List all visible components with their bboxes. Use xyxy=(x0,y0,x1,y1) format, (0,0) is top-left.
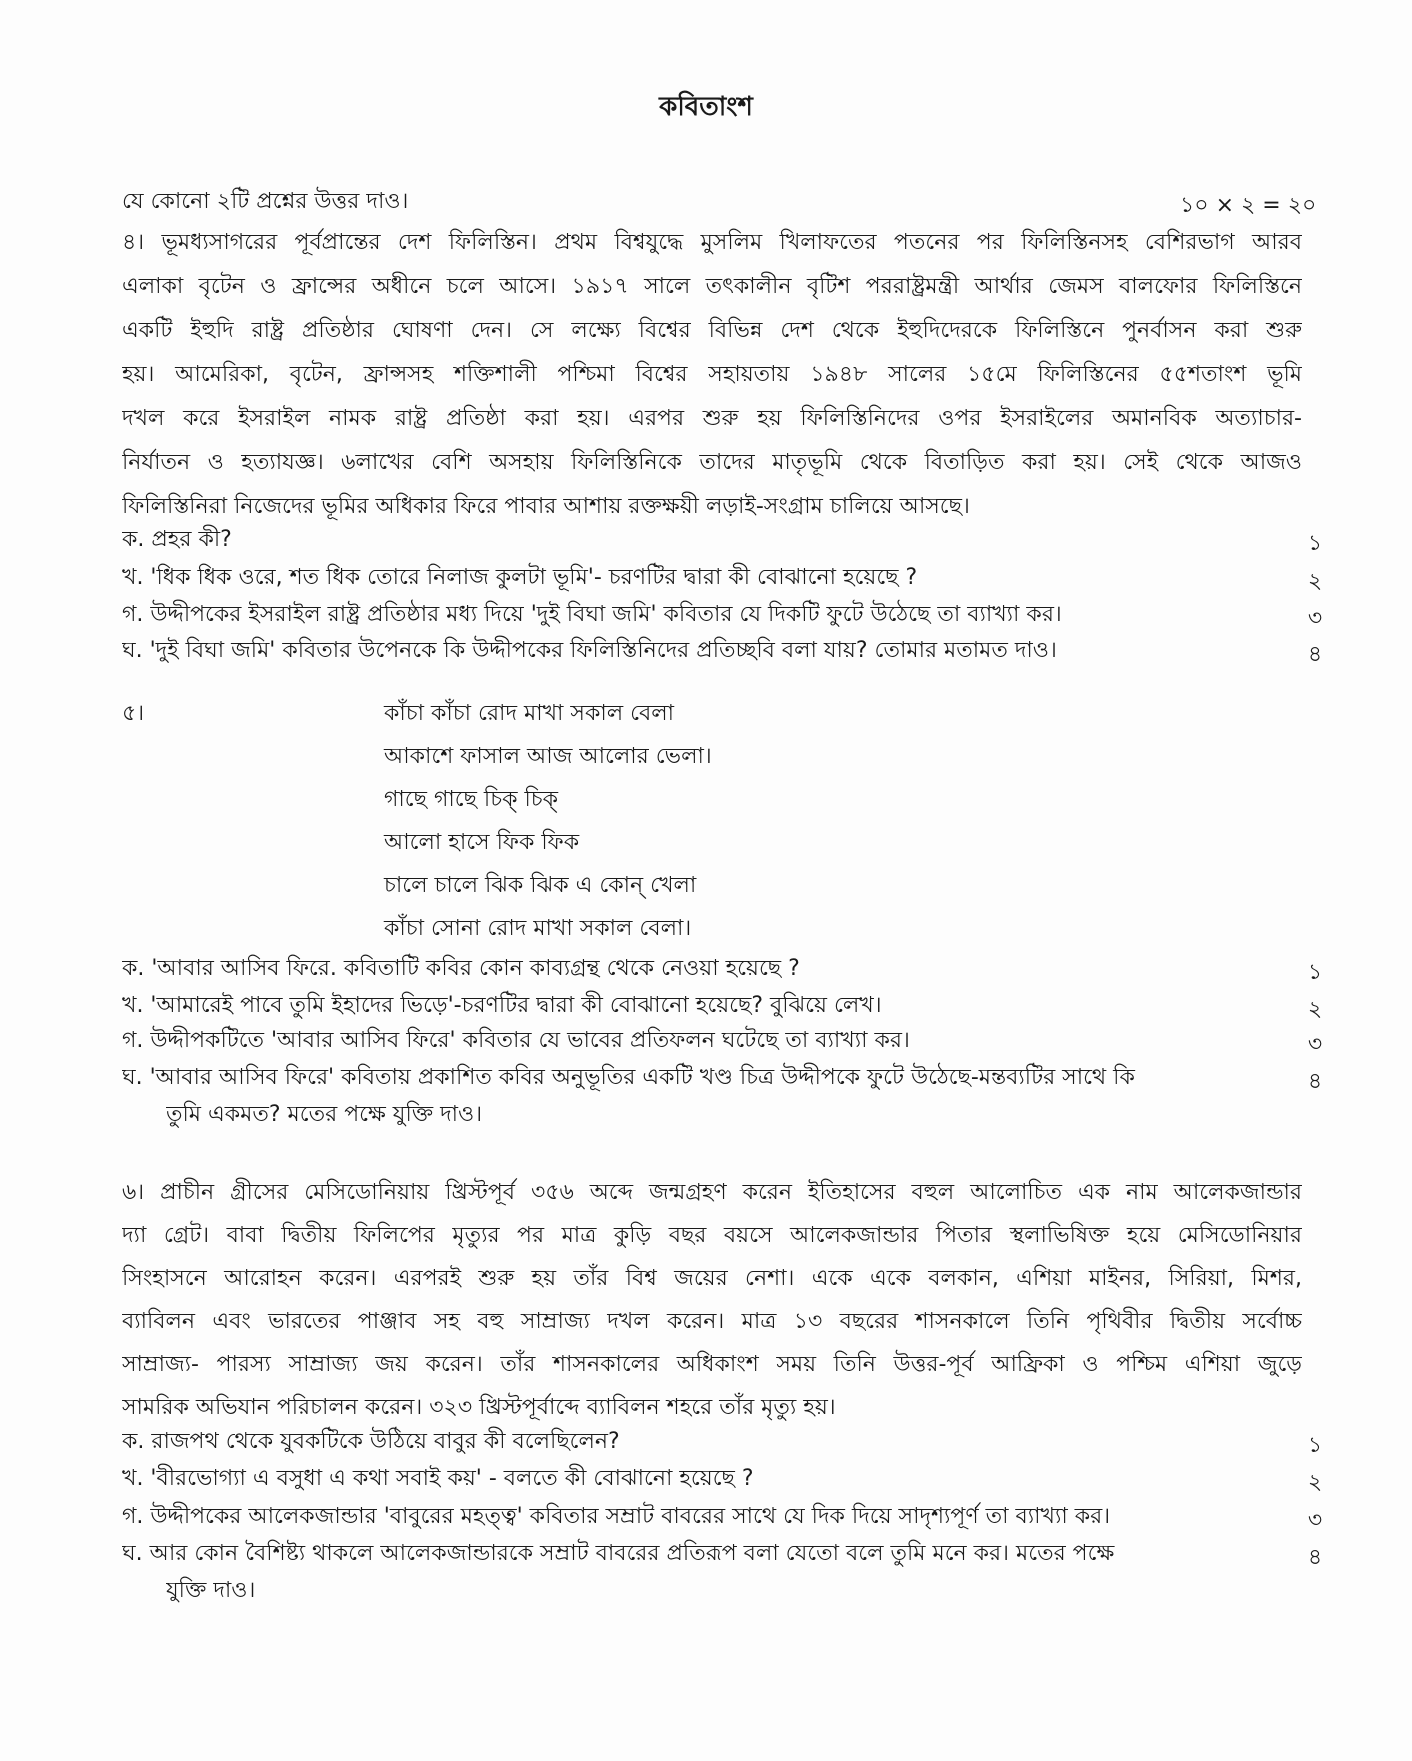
q4-passage-line: হয়। আমেরিকা, বৃটেন, ফ্রান্সসহ শক্তিশালী পশ্চিমা বিশ্বের সহায়তায় ১৯৪৮ সালের ১৫মে ফিলিস্তিনের ৫৫শতাংশ ভূমি xyxy=(122,362,1302,387)
q4-question-3-text: ঘ. 'দুই বিঘা জমি' কবিতার উপেনকে কি উদ্দীপকের ফিলিস্তিনিদের প্রতিচ্ছবি বলা যায়? তোমার মতামত দাও। xyxy=(122,638,1057,663)
q5-question-0-mark: ১ xyxy=(1307,960,1323,985)
q6-question-3-text: ঘ. আর কোন বৈশিষ্ট্য থাকলে আলেকজান্ডারকে সম্রাট বাবরের প্রতিরূপ বলা যেতো বলে তুমি মনে কর। মতের পক্ষে xyxy=(122,1541,1115,1566)
q6-question-1-mark: ২ xyxy=(1307,1470,1323,1495)
poem-line: কাঁচা সোনা রোদ মাখা সকাল বেলা। xyxy=(384,916,692,941)
poem-line: আকাশে ফাসাল আজ আলোর ভেলা। xyxy=(384,744,712,769)
q5-question-1-mark: ২ xyxy=(1307,997,1323,1022)
q6-passage-line: সামরিক অভিযান পরিচালন করেন। ৩২৩ খ্রিস্টপূর্বাব্দে ব্যাবিলন শহরে তাঁর মৃত্যু হয়। xyxy=(122,1395,836,1420)
q4-question-3-mark: ৪ xyxy=(1307,642,1323,667)
q6-passage-line: দ্যা গ্রেট। বাবা দ্বিতীয় ফিলিপের মৃত্যুর পর মাত্র কুড়ি বছর বয়সে আলেকজান্ডার পিতার স্থলাভিষিক্ত হয়ে মেসিডোনিয়ার xyxy=(122,1223,1302,1248)
q6-question-2-text: গ. উদ্দীপকের আলেকজান্ডার 'বাবুরের মহত্ত্ব' কবিতার সম্রাট বাবরের সাথে যে দিক দিয়ে সাদৃশ্যপূর্ণ তা ব্যাখ্যা কর। xyxy=(122,1504,1111,1529)
q4-question-0-mark: ১ xyxy=(1307,531,1323,556)
q4-passage-line: এলাকা বৃটেন ও ফ্রান্সের অধীনে চলে আসে। ১৯১৭ সালে তৎকালীন বৃটিশ পররাষ্ট্রমন্ত্রী আর্থার জেমস বালফোর ফিলিস্তিনে xyxy=(122,274,1302,299)
q4-question-0-text: ক. প্রহর কী? xyxy=(122,527,232,552)
q5-question-3-mark: ৪ xyxy=(1307,1069,1323,1094)
q6-question-3-mark: ৪ xyxy=(1307,1545,1323,1570)
q4-question-2-text: গ. উদ্দীপকের ইসরাইল রাষ্ট্র প্রতিষ্ঠার মধ্য দিয়ে 'দুই বিঘা জমি' কবিতার যে দিকটি ফুটে উঠেছে তা ব্যাখ্যা কর। xyxy=(122,602,1062,627)
q5-question-2-text: গ. উদ্দীপকটিতে 'আবার আসিব ফিরে' কবিতার যে ভাবের প্রতিফলন ঘটেছে তা ব্যাখ্যা কর। xyxy=(122,1028,910,1053)
q4-passage-line: ৪। ভূমধ্যসাগরের পূর্বপ্রান্তের দেশ ফিলিস্তিন। প্রথম বিশ্বযুদ্ধে মুসলিম খিলাফতের পতনের পর ফিলিস্তিনসহ বেশিরভাগ আরব xyxy=(122,230,1302,255)
q4-question-2-mark: ৩ xyxy=(1307,606,1323,631)
q4-passage-line: একটি ইহুদি রাষ্ট্র প্রতিষ্ঠার ঘোষণা দেন। সে লক্ষ্যে বিশ্বের বিভিন্ন দেশ থেকে ইহুদিদেরকে ফিলিস্তিনে পুনর্বাসন করা শুরু xyxy=(122,318,1302,343)
q4-question-1-text: খ. 'ধিক ধিক ওরে, শত ধিক তোরে নিলাজ কুলটা ভূমি'- চরণটির দ্বারা কী বোঝানো হয়েছে ? xyxy=(122,565,918,590)
q6-question-2-mark: ৩ xyxy=(1307,1508,1323,1533)
poem-line: গাছে গাছে চিক্ চিক্ xyxy=(384,787,559,812)
q5-question-3-text: ঘ. 'আবার আসিব ফিরে' কবিতায় প্রকাশিত কবির অনুভূতির একটি খণ্ড চিত্র উদ্দীপকে ফুটে উঠেছে-মন্তব্যটির সাথে কি xyxy=(122,1065,1135,1090)
q5-question-3-text: তুমি একমত? মতের পক্ষে যুক্তি দাও। xyxy=(166,1102,483,1127)
section-title: কবিতাংশ xyxy=(659,92,753,122)
q6-passage-line: সিংহাসনে আরোহন করেন। এরপরই শুরু হয় তাঁর বিশ্ব জয়ের নেশা। একে একে বলকান, এশিয়া মাইনর, সিরিয়া, মিশর, xyxy=(122,1266,1302,1291)
q5-question-2-mark: ৩ xyxy=(1307,1032,1323,1057)
q6-question-3-text: যুক্তি দাও। xyxy=(166,1578,256,1603)
q4-passage-line: নির্যাতন ও হত্যাযজ্ঞ। ৬লাখের বেশি অসহায় ফিলিস্তিনিকে তাদের মাতৃভূমি থেকে বিতাড়িত করা হয়। সেই থেকে আজও xyxy=(122,450,1302,475)
instruction: যে কোনো ২টি প্রশ্নের উত্তর দাও। xyxy=(122,189,409,214)
q6-passage-line: ৬। প্রাচীন গ্রীসের মেসিডোনিয়ায় খ্রিস্টপূর্ব ৩৫৬ অব্দে জন্মগ্রহণ করেন ইতিহাসের বহুল আলোচিত এক নাম আলেকজান্ডার xyxy=(122,1180,1302,1205)
total-marks: ১০ × ২ = ২০ xyxy=(1180,193,1317,218)
q4-passage-line: ফিলিস্তিনিরা নিজেদের ভূমির অধিকার ফিরে পাবার আশায় রক্তক্ষয়ী লড়াই-সংগ্রাম চালিয়ে আসছে। xyxy=(122,494,970,519)
q6-passage-line: সাম্রাজ্য- পারস্য সাম্রাজ্য জয় করেন। তাঁর শাসনকালের অধিকাংশ সময় তিনি উত্তর-পূর্ব আফ্রিকা ও পশ্চিম এশিয়া জুড়ে xyxy=(122,1352,1302,1377)
q5-number: ৫। xyxy=(122,701,145,726)
poem-line: আলো হাসে ফিক ফিক xyxy=(384,830,580,855)
poem-line: চালে চালে ঝিক ঝিক এ কোন্ খেলা xyxy=(384,873,697,898)
q6-question-0-mark: ১ xyxy=(1307,1433,1323,1458)
q4-question-1-mark: ২ xyxy=(1307,569,1323,594)
q5-question-1-text: খ. 'আমারেই পাবে তুমি ইহাদের ভিড়ে'-চরণটির দ্বারা কী বোঝানো হয়েছে? বুঝিয়ে লেখ। xyxy=(122,993,882,1018)
q6-question-1-text: খ. 'বীরভোগ্যা এ বসুধা এ কথা সবাই কয়' - বলতে কী বোঝানো হয়েছে ? xyxy=(122,1466,754,1491)
q6-question-0-text: ক. রাজপথ থেকে যুবকটিকে উঠিয়ে বাবুর কী বলেছিলেন? xyxy=(122,1429,620,1454)
q6-passage-line: ব্যাবিলন এবং ভারতের পাঞ্জাব সহ বহু সাম্রাজ্য দখল করেন। মাত্র ১৩ বছরের শাসনকালে তিনি পৃথিবীর দ্বিতীয় সর্বোচ্চ xyxy=(122,1309,1302,1334)
poem-line: কাঁচা কাঁচা রোদ মাখা সকাল বেলা xyxy=(384,701,675,726)
q4-passage-line: দখল করে ইসরাইল নামক রাষ্ট্র প্রতিষ্ঠা করা হয়। এরপর শুরু হয় ফিলিস্তিনিদের ওপর ইসরাইলের অমানবিক অত্যাচার- xyxy=(122,406,1302,431)
q5-question-0-text: ক. 'আবার আসিব ফিরে. কবিতাটি কবির কোন কাব্যগ্রন্থ থেকে নেওয়া হয়েছে ? xyxy=(122,956,800,981)
